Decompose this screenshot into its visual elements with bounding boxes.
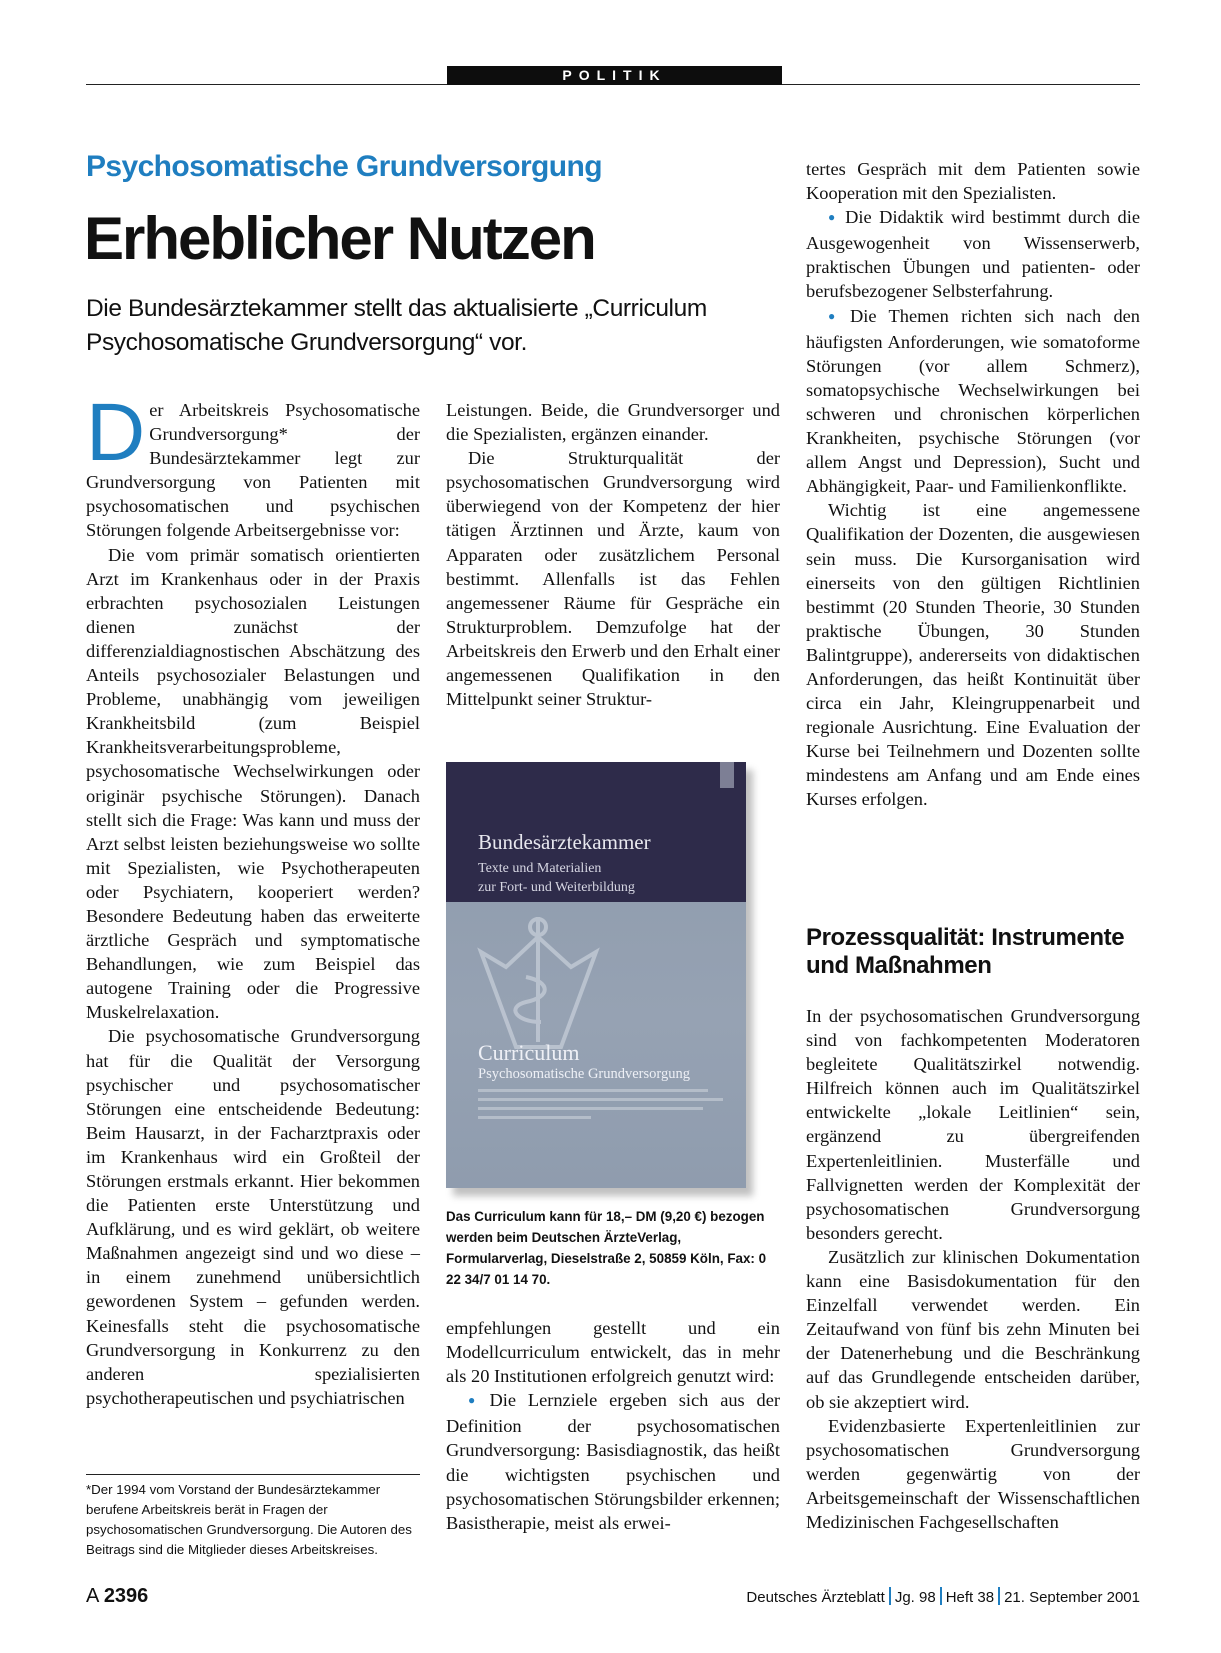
separator [940, 1587, 942, 1605]
column-3-bottom [806, 1004, 1140, 1534]
paragraph: Die vom primär somatisch orientierten Arzt im Krankenhaus oder in der Praxis erbrachten psychosozialen Leistungen dienen zunächst der differenzialdiagnostischen Abschätzung des Anteils psychosozialer Belastungen und Probleme, unabhängig vom jeweiligen Krankheitsbild (zum Beispiel Krankheitsverarbeitungsprobleme, psychosomatische Wechselwirkungen oder originär psychische Störungen). Danach stellt sich die Frage: Was kann und muss der Arzt selbst leisten beziehungsweise wo sollte mit Spezialisten, wie Psychotherapeuten oder Psychiatern, kooperiert werden? Besondere Bedeutung haben das erweiterte ärztliche Gespräch und symptomatische Behandlungen, wie zum Beispiel das autogene Training oder die Progressive Muskelrelaxation. [86, 544, 420, 1023]
journal-name: Deutsches Ärzteblatt [746, 1589, 885, 1606]
book-cover-image [446, 762, 746, 1188]
footnote: *Der 1994 vom Vorstand der Bundesärztekammer berufene Arbeitskreis berät in Fragen der psychosomatischen Grundversorgung. Die Autoren des Beitrags sind die Mitglieder dieses Arbeitskreises. [86, 1482, 412, 1557]
book-cover-tab [720, 762, 734, 788]
folio-prefix: A [86, 1585, 99, 1607]
drop-cap: D [86, 387, 146, 478]
bullet-paragraph: ● Die Lernziele ergeben sich aus der Definition der psychosomatischen Grundversorgung: Basisdiagnostik, das heißt die wichtigsten psychischen und psychosomatischen Störungsbilder erkennen; Basistherapie, meist als erwei- [446, 1388, 780, 1535]
article-headline: Erheblicher Nutzen [84, 205, 595, 272]
issue: Heft 38 [945, 1589, 995, 1606]
issue-date: 21. September 2001 [1004, 1589, 1140, 1606]
volume: Jg. 98 [894, 1589, 936, 1606]
page-folio [86, 1585, 148, 1608]
column-2-top [446, 398, 780, 711]
paragraph-text: er Arbeitskreis Psychosomatische Grundversorgung* der Bundesärztekammer legt zur Grundversorgung von Patienten mit psychosomatischen und psychischen Störungen folgende Arbeitsergebnisse vor: [86, 400, 420, 541]
paragraph: tertes Gespräch mit dem Patienten sowie Kooperation mit den Spezialisten. [806, 159, 1140, 204]
paragraph: empfehlungen gestellt und ein Modellcurriculum entwickelt, das in mehr als 20 Institutionen erfolgreich genutzt wird: [446, 1318, 780, 1387]
column-1 [86, 387, 420, 1410]
book-title: Curriculum [478, 1040, 580, 1065]
paragraph: Zusätzlich zur klinischen Dokumentation kann eine Basisdokumentation für den Einzelfall verwendet werden. Ein Zeitaufwand von fünf bis zehn Minuten bei der Datenerhebung und die Beschränkung auf das Grundlegende entscheiden darüber, ob sie akzeptiert wird. [806, 1246, 1140, 1412]
book-publisher: Bundesärztekammer [478, 830, 651, 854]
article-kicker: Psychosomatische Grundversorgung [86, 150, 602, 183]
column-3-top [806, 157, 1140, 812]
paragraph: Die psychosomatische Grundversorgung hat für die Qualität der Versorgung psychischer und psychosomatischer Störungen eine entscheidende Bedeutung: Beim Hausarzt, in der Facharztpraxis oder im Krankenhaus wird ein Großteil der Störungen erstmals erkannt. Hier bekommen die Patienten erste Unterstützung und Aufklärung, und es wird geklärt, ob weitere Maßnahmen angezeigt sind und wo diese – in einem zunehmend unübersichtlich gewordenen System – gefunden werden. Keinesfalls steht die psychosomatische Grundversorgung in Konkurrenz zu den anderen spezialisierten psychotherapeutischen und psychiatrischen [86, 1026, 420, 1408]
paragraph: Wichtig ist eine angemessene Qualifikation der Dozenten, die ausgewiesen sein muss. Die Kursorganisation wird einerseits von den gültigen Richtlinien bestimmt (20 Stunden Theorie, 30 Stunden praktische Übungen, 30 Stunden Balintgruppe), andererseits von didaktischen Anforderungen, das heißt Kontinuität über circa ein Jahr, Kleingruppenarbeit und regionale Ausrichtung. Eine Evaluation der Kurse bei Teilnehmern und Dozenten sollte mindestens am Anfang und am Ende eines Kurses erfolgen. [806, 500, 1140, 810]
book-blurb-line [478, 1107, 703, 1110]
separator [998, 1587, 1000, 1605]
book-blurb-line [478, 1089, 708, 1092]
book-series-line-1: Texte und Materialien [478, 861, 602, 876]
article-deck: Die Bundesärztekammer stellt das aktualisierte „Curriculum Psychosomatische Grundversorgung“ vor. [86, 295, 707, 356]
separator [889, 1587, 891, 1605]
section-label: POLITIK [447, 66, 782, 85]
paragraph [86, 387, 420, 543]
book-blurb-line [478, 1098, 723, 1101]
footnote-rule [86, 1474, 420, 1475]
eagle-aesculapius-icon [476, 907, 601, 1052]
paragraph: Evidenzbasierte Expertenleitlinien zur psychosomatischen Grundversorgung werden gegenwärtig von der Arbeitsgemeinschaft der Wissenschaftlichen Medizinischen Fachgesellschaften [806, 1415, 1140, 1532]
bullet-paragraph: ● Die Themen richten sich nach den häufigsten Anforderungen, wie somatoforme Störungen (vor allem Schmerz), somatopsychische Wechselwirkungen bei schweren und chronischen körperlichen Krankheiten, psychische Störungen (vor allem Angst und Depression), Sucht und Abhängigkeit, Paar- und Familienkonflikte. [806, 304, 1140, 499]
column-2-bottom [446, 1316, 780, 1535]
book-blurb-line [478, 1116, 591, 1119]
page-number: 2396 [103, 1585, 149, 1607]
book-subtitle: Psychosomatische Grundversorgung [478, 1066, 690, 1082]
paragraph: In der psychosomatischen Grundversorgung sind von fachkompetenten Moderatoren begleitete Qualitätszirkel notwendig. Hilfreich können auch im Qualitätszirkel entwickelte „lokale Leitlinien“ sein, ergänzend zu übergreifenden Expertenleitlinien. Musterfälle und Fallvignetten werden der Komplexität der psychosomatischen Grundversorgung besonders gerecht. [806, 1006, 1140, 1243]
image-caption: Das Curriculum kann für 18,– DM (9,20 €) bezogen werden beim Deutschen ÄrzteVerlag, Formularverlag, Dieselstraße 2, 50859 Köln, Fax: 0 22 34/7 01 14 70. [446, 1209, 767, 1287]
bullet-paragraph: ● Die Didaktik wird bestimmt durch die Ausgewogenheit von Wissenserwerb, praktischen Übungen und patienten- oder berufsbezogener Selbsterfahrung. [806, 205, 1140, 303]
running-footer [746, 1587, 1140, 1606]
book-blurb-lines [478, 1089, 728, 1125]
section-subheading: Prozessqualität: Instrumente und Maßnahmen [806, 924, 1125, 979]
paragraph: Die Strukturqualität der psychosomatischen Grundversorgung wird überwiegend von der Kompetenz der hier tätigen Ärztinnen und Ärzte, kaum von Apparaten oder zusätzlichem Personal bestimmt. Allenfalls ist das Fehlen angemessener Räume für Gespräche ein Strukturproblem. Demzufolge hat der Arbeitskreis den Erwerb und den Erhalt einer angemessenen Qualifikation in den Mittelpunkt seiner Struktur- [446, 448, 780, 710]
paragraph: Leistungen. Beide, die Grundversorger und die Spezialisten, ergänzen einander. [446, 400, 780, 445]
book-series-line-2: zur Fort- und Weiterbildung [478, 880, 635, 895]
